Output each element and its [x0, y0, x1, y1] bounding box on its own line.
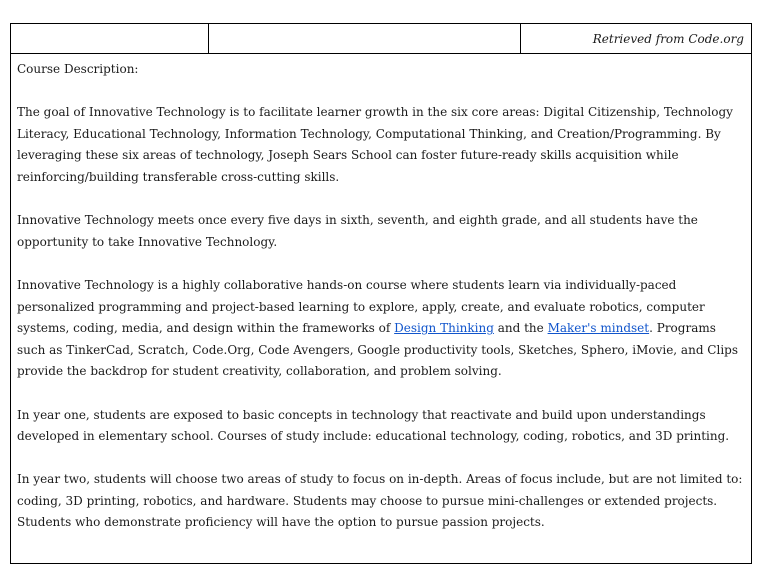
retrieved-from-note: Retrieved from Code.org	[592, 32, 744, 46]
design-thinking-link[interactable]: Design Thinking	[394, 321, 494, 336]
paragraph-course-approach	[17, 275, 747, 383]
paragraph-schedule: Innovative Technology meets once every five days in sixth, seventh, and eighth grade, and all students have the opportunity to take Innovative Technology.	[17, 213, 698, 249]
paragraph-year-one: In year one, students are exposed to basic concepts in technology that reactivate and build upon understandings developed in elementary school. Courses of study include: educational technology, coding, robotics, and 3D printing.	[17, 407, 730, 444]
course-table	[10, 23, 752, 564]
paragraph-text: Innovative Technology is a highly collaborative hands-on course where students learn via individually-paced personalized programming and project-based learning to explore, apply, create, and evaluate robotics, computer systems, coding, media, and design within the frameworks of	[17, 277, 705, 336]
paragraph-year-two: In year two, students will choose two areas of study to focus on in-depth. Areas of focus include, but are not limited to: coding, 3D printing, robotics, and hardware. Students may choose to pursue mini-challenges or extended projects. Students who demonstrate proficiency will have the option to pursue passion projects.	[17, 472, 743, 530]
paragraph-text: . Programs such as TinkerCad, Scratch, Code.Org, Code Avengers, Google productivity tools, Sketches, Sphero, iMovie, and Clips provide the backdrop for student creativity, collaboration, and problem solving.	[17, 321, 739, 379]
header-cell-3	[521, 24, 751, 53]
paragraph-goal: The goal of Innovative Technology is to facilitate learner growth in the six core areas: Digital Citizenship, Technology Literacy, Educational Technology, Information Technology, Computational Thinking, and Creation/Programming. By leveraging these six areas of technology, Joseph Sears School can foster future-ready skills acquisition while reinforcing/building transferable cross-cutting skills.	[17, 105, 733, 184]
course-description-heading: Course Description:	[17, 62, 139, 76]
course-description-cell	[17, 59, 747, 534]
table-header-row	[11, 24, 751, 54]
header-cell-2	[209, 24, 521, 53]
paragraph-text: and the	[493, 321, 548, 336]
header-cell-1	[11, 24, 209, 53]
makers-mindset-link[interactable]: Maker's mindset	[547, 321, 650, 336]
